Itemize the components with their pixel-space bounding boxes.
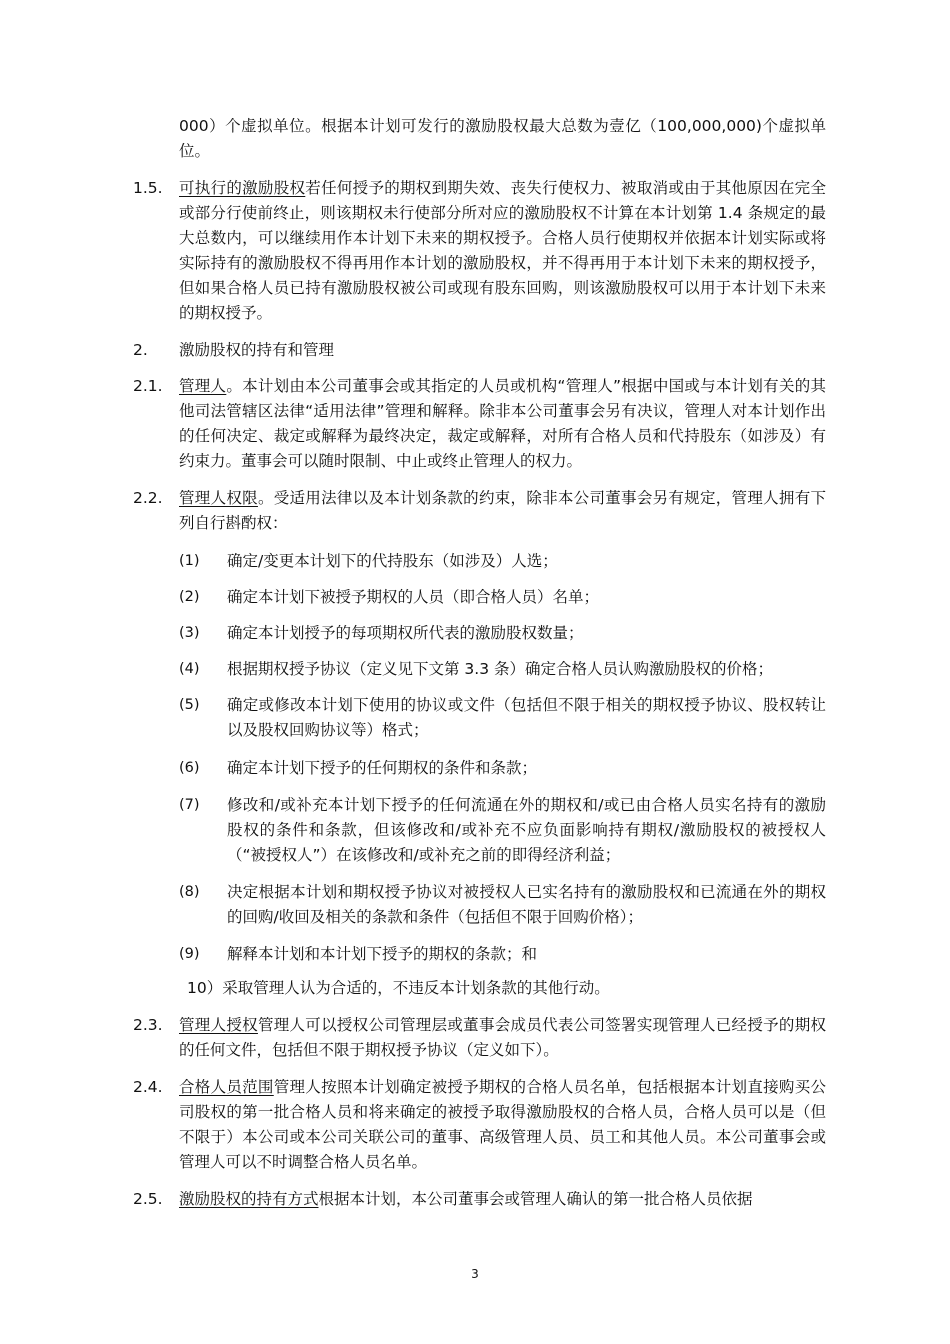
section-2-5 (133, 1187, 826, 1212)
section-title: 管理人权限 (179, 489, 258, 507)
list-item (179, 621, 826, 646)
list-item-number: (6) (179, 760, 200, 776)
section-number: 1.5. (133, 179, 163, 197)
section-title: 合格人员范围 (179, 1078, 274, 1096)
list-item-number: (3) (179, 625, 200, 641)
page-number: 3 (471, 1267, 479, 1281)
continuation-paragraph: 000）个虚拟单位。根据本计划可发行的激励股权最大总数为壹亿（100,000,000)个虚拟单位。 (179, 117, 826, 160)
list-item-number: (1) (179, 553, 200, 569)
list-item (179, 793, 826, 868)
list-item (179, 942, 826, 967)
section-body (179, 176, 826, 326)
list-item (179, 693, 826, 743)
list-item-number: (5) (179, 697, 200, 713)
list-item-text: 确定本计划授予的每项期权所代表的激励股权数量； (227, 624, 584, 642)
section-number: 2.3. (133, 1016, 163, 1034)
section-number: 2.2. (133, 489, 163, 507)
list-item-number: (9) (179, 946, 200, 962)
section-2-4 (133, 1075, 826, 1175)
list-item-text: 决定根据本计划和期权授予协议对被授权人已实名持有的激励股权和已流通在外的期权的回购/收回及相关的条款和条件（包括但不限于回购价格）； (227, 883, 826, 926)
list-item (179, 756, 826, 781)
list-item-text: 确定本计划下授予的任何期权的条件和条款； (227, 759, 538, 777)
section-body (179, 1187, 826, 1212)
section-text: 根据本计划，本公司董事会或管理人确认的第一批合格人员依据 (318, 1190, 753, 1208)
section-text: 若任何授予的期权到期失效、丧失行使权力、被取消或由于其他原因在完全或部分行使前终止，则该期权未行使部分所对应的激励股权不计算在本计划第 1.4 条规定的最大总数内，可以继续用作本计划下未来的期权授予。合格人员行使期权并依据本计划实际或将实际持有的激励股权不得再用作本计划的激励股权，并不得再用于本计划下未来的期权授予，但如果合格人员已持有激励股权被公司或现有股东回购，则该激励股权可以用于本计划下未来的期权授予。 (179, 179, 826, 322)
list-item-text: 确定本计划下被授予期权的人员（即合格人员）名单； (227, 588, 600, 606)
section-text: 。受适用法律以及本计划条款的约束，除非本公司董事会另有规定，管理人拥有下列自行斟酌权： (179, 489, 826, 532)
list-item (179, 880, 826, 930)
list-item-text: 解释本计划和本计划下授予的期权的条款；和 (227, 945, 538, 963)
section-body (179, 1013, 826, 1063)
section-title: 激励股权的持有方式 (179, 1190, 319, 1208)
section-2 (133, 338, 826, 363)
section-heading: 激励股权的持有和管理 (179, 341, 335, 359)
section-text: 管理人按照本计划确定被授予期权的合格人员名单，包括根据本计划直接购买公司股权的第一批合格人员和将来确定的被授予取得激励股权的合格人员，合格人员可以是（但不限于）本公司或本公司关联公司的董事、高级管理人员、员工和其他人员。本公司董事会或管理人可以不时调整合格人员名单。 (179, 1078, 826, 1171)
list-item-number: (8) (179, 884, 200, 900)
section-title: 管理人授权 (179, 1016, 258, 1034)
section-title: 可执行的激励股权 (179, 179, 306, 197)
section-2-3 (133, 1013, 826, 1063)
section-number: 2. (133, 341, 148, 359)
list-item (179, 657, 826, 682)
list-item-text: 根据期权授予协议（定义见下文第 3.3 条）确定合格人员认购激励股权的价格； (227, 660, 774, 678)
section-body (179, 374, 826, 474)
section-number: 2.1. (133, 377, 163, 395)
section-title: 管理人 (179, 377, 227, 395)
list-item-number: (4) (179, 661, 200, 677)
section-number: 2.4. (133, 1078, 163, 1096)
list-item (179, 549, 826, 574)
section-2-1 (133, 374, 826, 474)
section-body (179, 1075, 826, 1175)
section-2-2 (133, 486, 826, 536)
section-body (179, 486, 826, 536)
list-item (179, 585, 826, 610)
section-number: 2.5. (133, 1190, 163, 1208)
list-item-text: 修改和/或补充本计划下授予的任何流通在外的期权和/或已由合格人员实名持有的激励股权的条件和条款，但该修改和/或补充不应负面影响持有期权/激励股权的被授权人（“被授权人”）在该修改和/或补充之前的即得经济利益； (227, 796, 826, 864)
list-item-number: (2) (179, 589, 200, 605)
list-item-10: 10）采取管理人认为合适的，不违反本计划条款的其他行动。 (187, 979, 610, 997)
list-item-text: 确定或修改本计划下使用的协议或文件（包括但不限于相关的期权授予协议、股权转让以及股权回购协议等）格式； (227, 696, 826, 739)
list-item-number: (7) (179, 797, 200, 813)
section-text: 管理人可以授权公司管理层或董事会成员代表公司签署实现管理人已经授予的期权的任何文件，包括但不限于期权授予协议（定义如下）。 (179, 1016, 826, 1059)
section-text: 。本计划由本公司董事会或其指定的人员或机构“管理人”根据中国或与本计划有关的其他司法管辖区法律“适用法律”管理和解释。除非本公司董事会另有决议，管理人对本计划作出的任何决定、裁定或解释为最终决定，裁定或解释，对所有合格人员和代持股东（如涉及）有约束力。董事会可以随时限制、中止或终止管理人的权力。 (179, 377, 826, 470)
section-1-5 (133, 176, 826, 326)
list-item-text: 确定/变更本计划下的代持股东（如涉及）人选； (227, 552, 558, 570)
